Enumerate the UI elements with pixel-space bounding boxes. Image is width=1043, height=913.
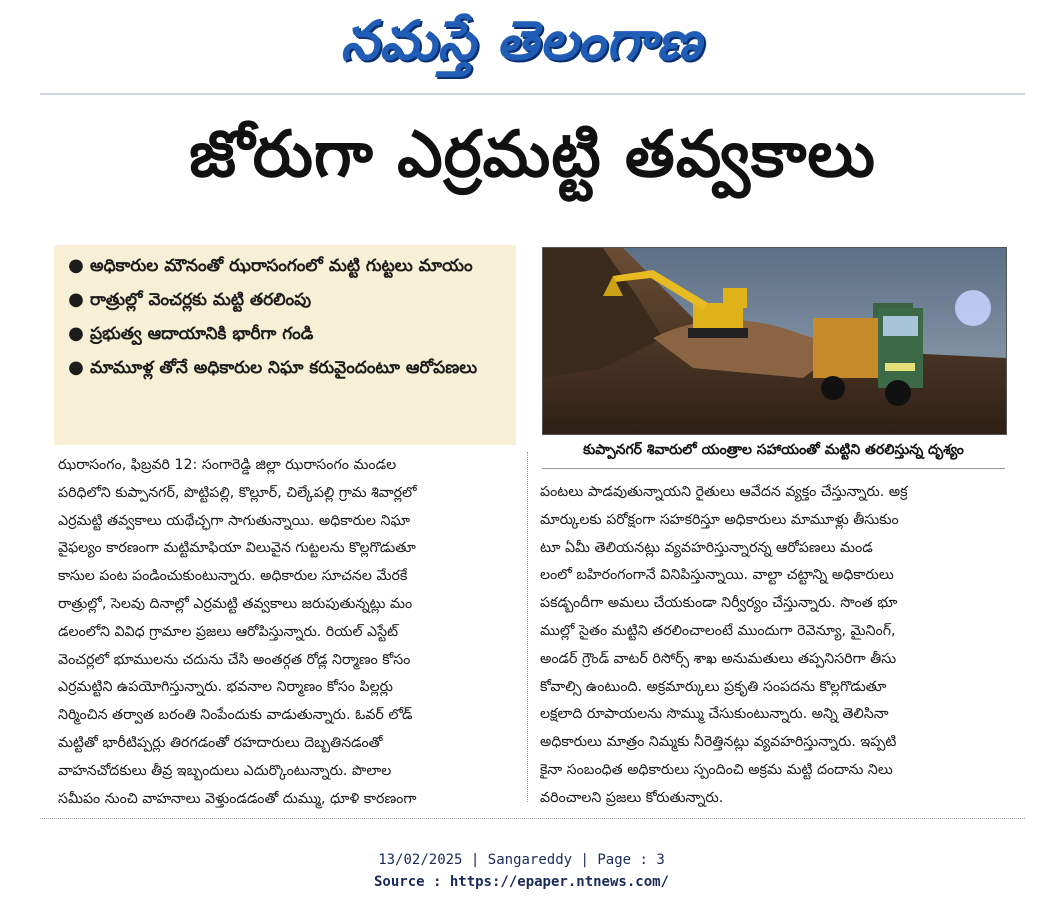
body-line: అండర్ గ్రౌండ్ వాటర్ రిసోర్స్ శాఖ అనుమతులు తప్పనిసరిగా తీసు [540,650,897,667]
body-line: రాత్రుల్లో, సెలవు దినాల్లో ఎర్రమట్టి తవ్వకాలు జరుపుతున్నట్లు మం [58,595,413,612]
highlight-text: ప్రభుత్వ ఆదాయానికి భారీగా గండి [90,324,314,344]
body-line: ముల్లో సైతం మట్టిని తరలించాలంటే ముందుగా రెవెన్యూ, మైనింగ్, [540,622,896,639]
body-line: వరించాలని ప్రజలు కోరుతున్నారు. [540,789,724,806]
highlight-text: మామూళ్ల తోనే అధికారుల నిఘా కరువైందంటూ ఆరోపణలు [90,358,478,378]
highlight-item [62,287,506,313]
body-line: టూ ఏమీ తెలియనట్లు వ్యవహరిస్తున్నారన్న ఆరోపణలు మండ [540,539,873,556]
column-divider [527,452,528,802]
masthead-logo: నమస్తే తెలంగాణ [340,8,703,72]
excavator-truck-photo [543,248,1006,434]
body-line: వాహనచోదకులు తీవ్ర ఇబ్బందులు ఎదుర్కొంటున్నారు. పొలాల [58,762,392,779]
body-line: కైనా సంబంధిత అధికారులు స్పందించి అక్రమ మట్టి దందాను నిలు [540,761,893,778]
body-line: మట్టితో భారీటిప్పర్లు తిరగడంతో రహదారులు దెబ్బతినడంతో [58,734,383,751]
body-line: మార్కులకు పరోక్షంగా సహకరిస్తూ అధికారులు మామూళ్లు తీసుకుం [540,511,899,528]
body-line: పరిధిలోని కుప్పానగర్, పొట్టిపల్లి, కొల్లూర్, చిల్కేపల్లి గ్రామ శివార్లలో [58,484,417,501]
body-line: వైఫల్యం కారణంగా మట్టిమాఫియా విలువైన గుట్టలను కొల్లగొడుతూ [58,540,416,557]
bullet-icon: ● [68,357,84,378]
body-line: లక్షలాది రూపాయలను సొమ్ము చేసుకుంటున్నారు. అన్ని తెలిసినా [540,706,889,723]
highlight-item [62,355,506,381]
bottom-divider [40,818,1025,819]
body-line: డలంలోని వివిధ గ్రామాల ప్రజలు ఆరోపిస్తున్నారు. రియల్ ఎస్టేట్ [58,623,399,640]
body-line: అధికారులు మాత్రం నిమ్మకు నీరెత్తినట్లు వ్యవహరిస్తున్నారు. ఇప్పటి [540,734,897,751]
article-headline: జోరుగా ఎర్రమట్టి తవ్వకాలు [189,118,876,192]
footer-date-edition: 13/02/2025 | Sangareddy | Page : 3 [378,852,665,868]
body-column-right [540,479,1010,813]
bullet-icon: ● [68,323,84,344]
highlight-text: రాత్రుల్లో వెంచర్లకు మట్టి తరలింపు [90,290,312,310]
body-line: ఎర్రమట్టిని ఉపయోగిస్తున్నారు. భవనాల నిర్మాణం కోసం పిల్లర్లు [58,679,393,696]
body-line: కోవాల్సి ఉంటుంది. అక్రమార్కులు ప్రకృతి సంపదను కొల్లగొడుతూ [540,678,887,695]
footer-source: Source : https://epaper.ntnews.com/ [373,874,669,890]
article-photo [542,247,1007,435]
body-line: వెంచర్లలో భూములను చదును చేసి అంతర్గత రోడ్ల నిర్మాణం కోసం [58,651,411,668]
body-line: నిర్మించిన తర్వాత బరంతి నింపేందుకు వాడుతున్నారు. ఓవర్ లోడ్ [58,707,413,724]
body-line: లంలో బహిరంగంగానే వినిపిస్తున్నాయి. వాల్టా చట్టాన్ని అధికారులు [540,567,894,584]
highlights-box [54,245,516,445]
body-line: సమీపం నుంచి వాహనాలు వెళ్తుండడంతో దుమ్ము, ధూళి కారణంగా [58,790,417,807]
body-line: ఝరాసంగం, ఫిబ్రవరి 12: సంగారెడ్డి జిల్లా ఝరాసంగం మండల [58,457,397,473]
highlight-text: అధికారుల మౌనంతో ఝరాసంగంలో మట్టి గుట్టలు మాయం [90,256,473,276]
bullet-icon: ● [68,255,84,276]
body-line: ఎర్రమట్టి తవ్వకాలు యథేచ్ఛగా సాగుతున్నాయి. అధికారుల నిఘా [58,512,411,529]
body-line: కాసుల పంట పండించుకుంటున్నారు. అధికారుల సూచనల మేరకే [58,568,408,585]
photo-caption: కుప్పానగర్ శివారులో యంత్రాల సహాయంతో మట్టిని తరలిస్తున్న దృశ్యం [583,442,964,458]
body-line: పకడ్బందీగా అమలు చేయకుండా నిర్వీర్యం చేస్తున్నారు. సొంత భూ [540,595,898,612]
body-line: పంటలు పాడవుతున్నాయని రైతులు ఆవేదన వ్యక్తం చేస్తున్నారు. అక్ర [540,484,908,500]
caption-divider [542,468,1005,469]
highlight-item [62,321,506,347]
highlight-item [62,253,506,279]
body-column-left [58,452,518,813]
bullet-icon: ● [68,289,84,310]
